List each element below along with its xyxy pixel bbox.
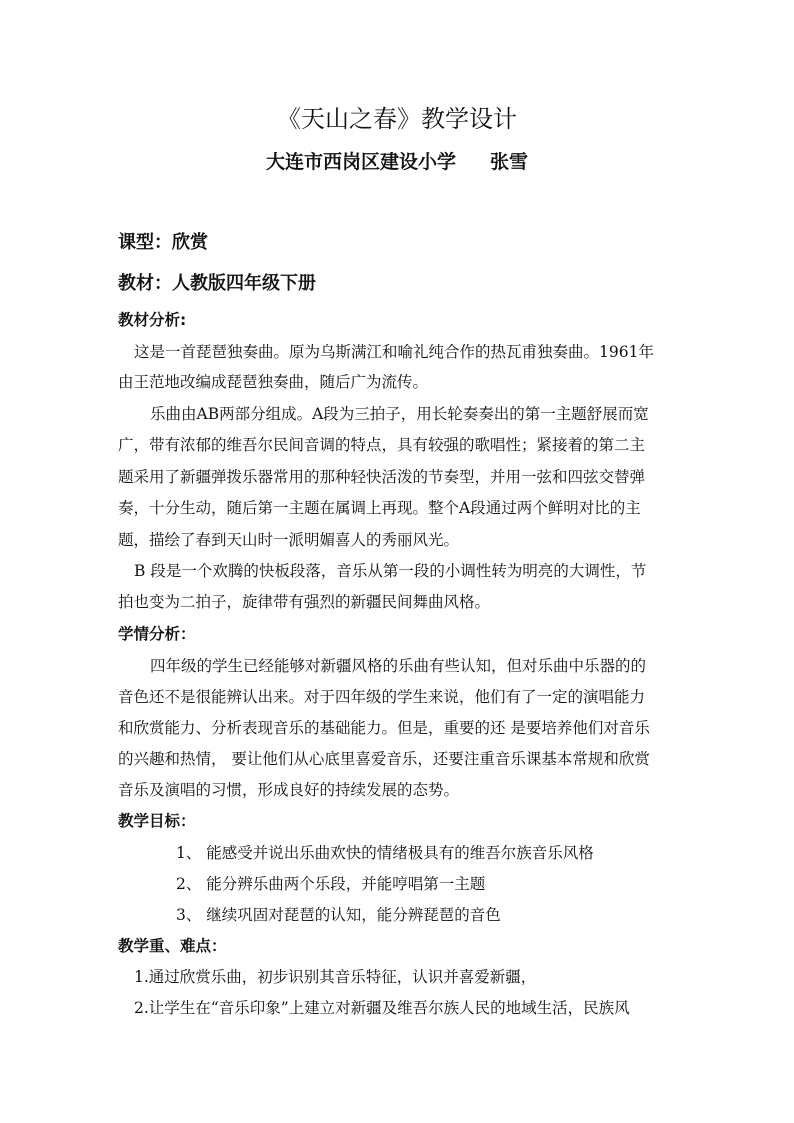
students-line: 的兴趣和热情， 要让他们从心底里喜爱音乐，还要注重音乐课基本常规和欣赏 (118, 750, 650, 768)
goal-item: 2、 能分辨乐曲两个乐段，并能哼唱第一主题 (176, 875, 486, 893)
students-line: 四年级的学生已经能够对新疆风格的乐曲有些认知，但对乐曲中乐器的的 (150, 657, 647, 675)
key-point-item: 1.通过欣赏乐曲，初步识别其音乐特征，认识并喜爱新疆， (134, 968, 537, 986)
analysis-line: 题采用了新疆弹拨乐器常用的那种轻快活泼的节奏型，并用一弦和四弦交替弹 (118, 468, 646, 486)
analysis-line: 题，描绘了春到天山时一派明媚喜人的秀丽风光。 (118, 531, 460, 549)
key-point-item: 2.让学生在“音乐印象”上建立对新疆及维吾尔族人民的地域生活，民族风 (134, 999, 630, 1017)
author-line (0, 150, 794, 174)
analysis-line: 奏，十分生动，随后第一主题在属调上再现。整个A段通过两个鲜明对比的主 (118, 499, 641, 517)
analysis-line: 拍也变为二拍子，旋律带有强烈的新疆民间舞曲风格。 (118, 593, 491, 611)
analysis-line: 由王范地改编成琵琶独奏曲，随后广为流传。 (118, 373, 429, 391)
author-name: 张雪 (490, 151, 529, 173)
author-school: 大连市西岗区建设小学 (265, 151, 456, 173)
analysis-line: 乐曲由AB两部分组成。A段为三拍子，用长轮奏奏出的第一主题舒展而宽 (150, 405, 649, 423)
document-title: 《天山之春》教学设计 (277, 105, 517, 133)
goal-item: 3、 继续巩固对琵琶的认知，能分辨琵琶的音色 (176, 906, 501, 924)
analysis-line: 广，带有浓郁的维吾尔民间音调的特点，具有较强的歌唱性；紧接着的第二主 (118, 436, 646, 454)
analysis-line: 这是一首琵琶独奏曲。原为乌斯满江和喻礼纯合作的热瓦甫独奏曲。1961年 (134, 343, 654, 361)
textbook-info: 教材：人教版四年级下册 (118, 273, 316, 294)
students-heading: 学情分析： (118, 625, 196, 643)
goal-item: 1、 能感受并说出乐曲欢快的情绪极具有的维吾尔族音乐风格 (176, 844, 594, 862)
students-line: 音色还不是很能辨认出来。对于四年级的学生来说，他们有了一定的演唱能力 (118, 688, 646, 706)
key-points-heading: 教学重、难点： (118, 937, 227, 955)
students-line: 和欣赏能力、分析表现音乐的基础能力。但是，重要的还 是要培养他们对音乐 (118, 719, 650, 737)
students-line: 音乐及演唱的习惯，形成良好的持续发展的态势。 (118, 781, 460, 799)
goals-heading: 教学目标： (118, 812, 196, 830)
course-type: 课型：欣赏 (118, 232, 208, 253)
analysis-line: B 段是一个欢腾的快板段落，音乐从第一段的小调性转为明亮的大调性，节 (134, 562, 647, 580)
analysis-heading: 教材分析: (118, 311, 187, 329)
